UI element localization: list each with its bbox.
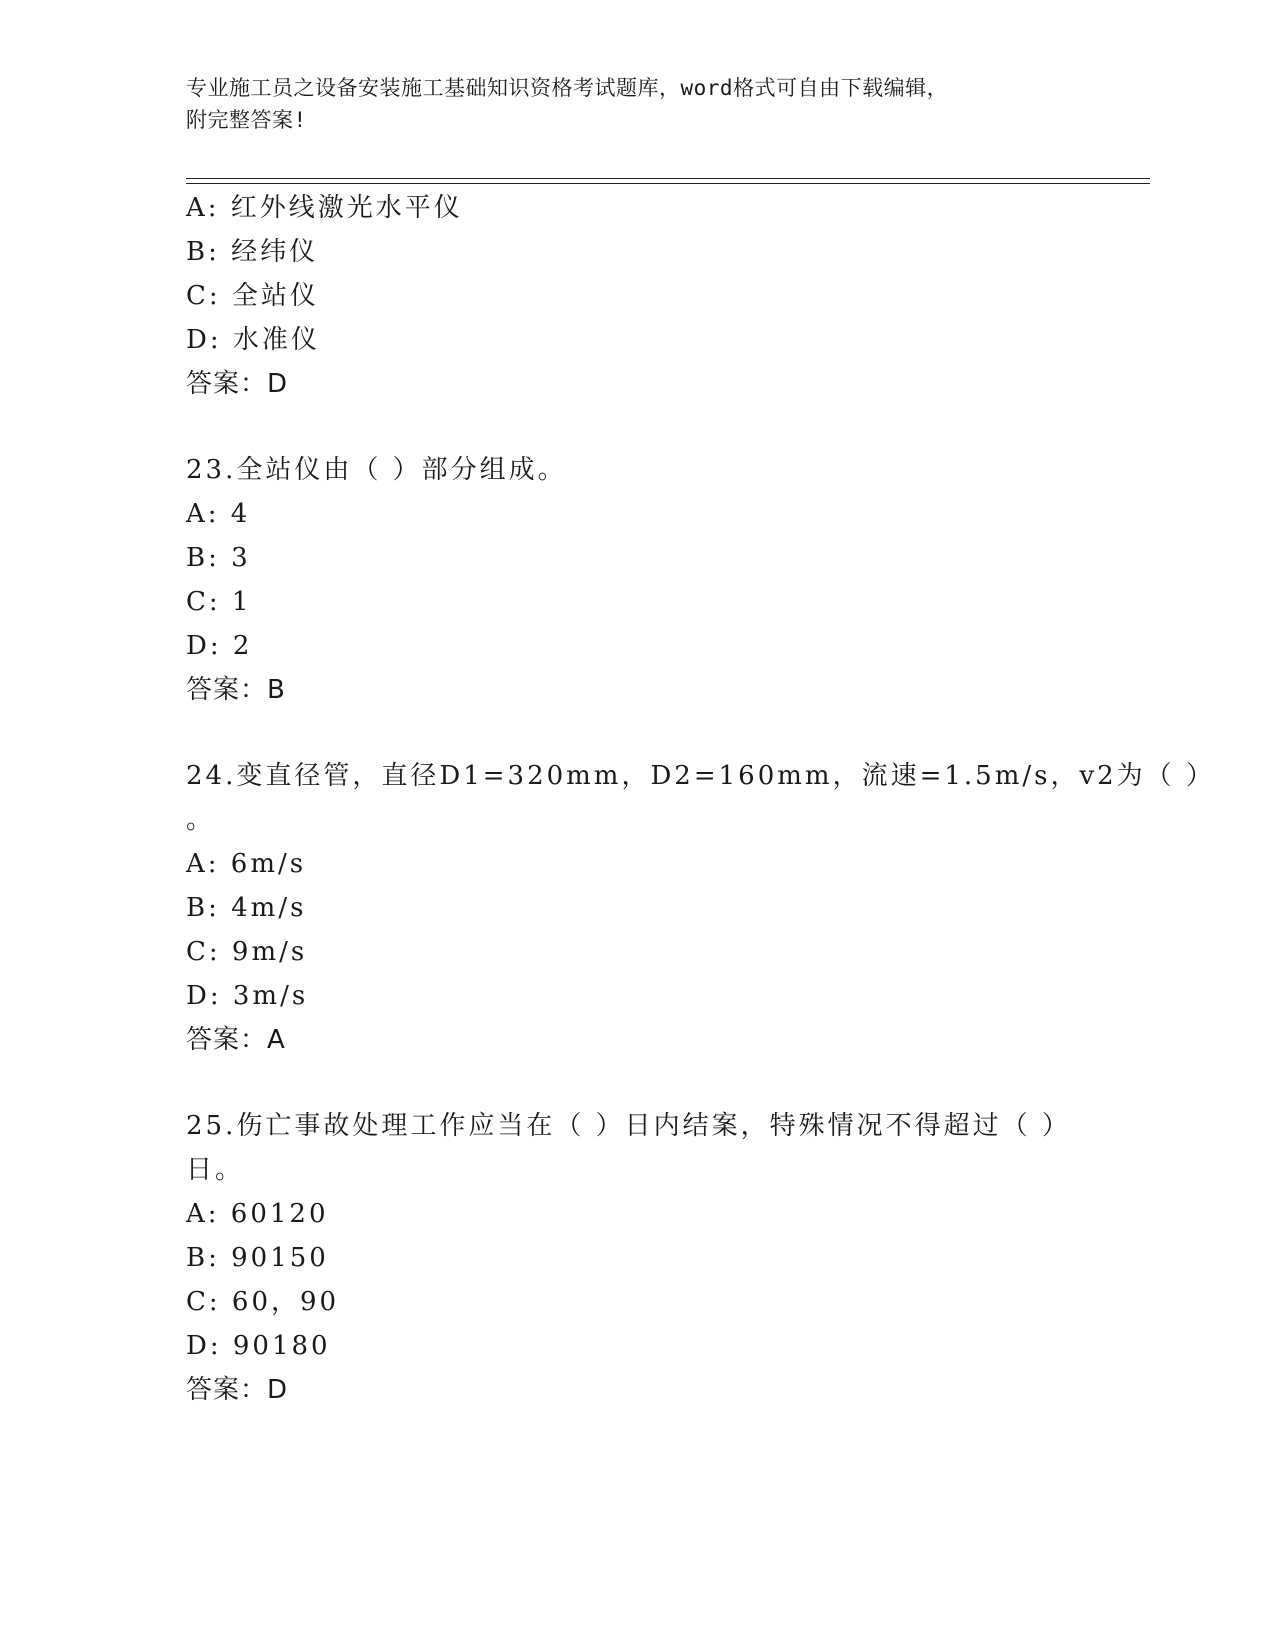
q24-question-cont: 。 bbox=[186, 805, 216, 835]
q22-option-c: C: 全站仪 bbox=[186, 281, 319, 311]
header-divider-bottom bbox=[186, 183, 1150, 184]
q22-option-a: A: 红外线激光水平仪 bbox=[186, 193, 463, 223]
q23-option-b: B: 3 bbox=[186, 543, 251, 573]
q23-question: 23.全站仪由（ ）部分组成。 bbox=[186, 455, 567, 485]
q25-option-b: B: 90150 bbox=[186, 1243, 329, 1273]
q23-option-c: C: 1 bbox=[186, 587, 252, 617]
q24-answer: 答案：A bbox=[186, 1025, 286, 1055]
q25-option-c: C: 60，90 bbox=[186, 1287, 340, 1317]
q25-question-cont: 日。 bbox=[186, 1155, 245, 1185]
q22-option-d: D: 水准仪 bbox=[186, 325, 320, 355]
header-line-2: 附完整答案! bbox=[186, 108, 307, 132]
q25-option-a: A: 60120 bbox=[186, 1199, 329, 1229]
q24-option-a: A: 6m/s bbox=[186, 849, 307, 879]
q23-option-d: D: 2 bbox=[186, 631, 253, 661]
header-divider-top bbox=[186, 178, 1150, 179]
q24-option-b: B: 4m/s bbox=[186, 893, 307, 923]
q24-question: 24.变直径管，直径D1=320mm，D2=160mm，流速=1.5m/s，v2为（ ） bbox=[186, 761, 1215, 791]
q25-question: 25.伤亡事故处理工作应当在（ ）日内结案，特殊情况不得超过（ ） bbox=[186, 1111, 1071, 1141]
q24-option-c: C: 9m/s bbox=[186, 937, 308, 967]
q25-answer: 答案：D bbox=[186, 1375, 289, 1405]
q22-answer: 答案：D bbox=[186, 369, 289, 399]
document-header bbox=[186, 72, 1066, 136]
q25-option-d: D: 90180 bbox=[186, 1331, 331, 1361]
q23-option-a: A: 4 bbox=[186, 499, 251, 529]
q23-answer: 答案：B bbox=[186, 675, 286, 705]
q24-option-d: D: 3m/s bbox=[186, 981, 309, 1011]
header-line-1: 专业施工员之设备安装施工基础知识资格考试题库，word格式可自由下载编辑， bbox=[186, 76, 949, 100]
q22-option-b: B: 经纬仪 bbox=[186, 237, 319, 267]
